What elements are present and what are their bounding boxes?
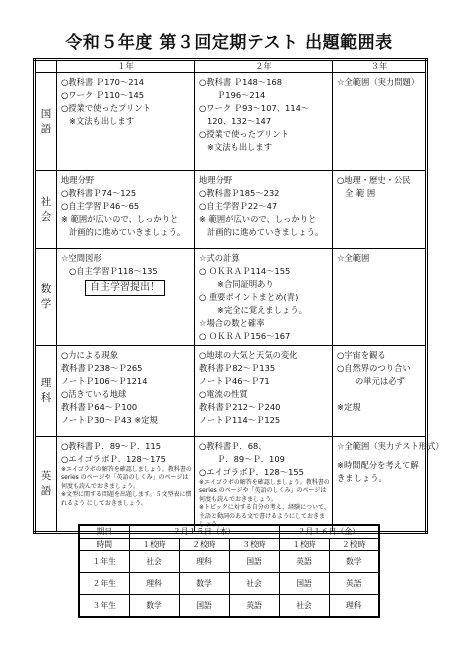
scope-line: ○ワーク Ｐ93～107、114～ (199, 103, 310, 113)
scope-line: Ｐ．89～Ｐ．109 (217, 454, 285, 464)
exam-day: ２月１６日（金） (279, 525, 379, 538)
period-header: １校時 (129, 538, 179, 551)
subject-label: 社 会 (35, 171, 57, 249)
scope-line: の単元は必ず (355, 376, 405, 386)
schedule-subject: 理科 (129, 573, 179, 595)
scope-line: ☆全範囲（実力テスト形式） (337, 441, 444, 451)
scope-cell (333, 437, 444, 533)
grade-header: ３年 (333, 60, 427, 73)
scope-line: ○教科書Ｐ．68、 (199, 441, 267, 451)
scope-cell (195, 171, 333, 249)
scope-cell (195, 346, 333, 437)
scope-line: 地理分野 (61, 175, 95, 185)
schedule-subject: 英語 (329, 573, 379, 595)
scope-line: ※完全に覚えましょう。 (217, 305, 307, 315)
scope-cell (333, 73, 427, 171)
scope-line: ○ ＯＫＲＡＰ156～167 (199, 331, 291, 341)
scope-line: ○エイゴラボＰ．128～175 (61, 454, 166, 464)
schedule-subject: 国語 (279, 573, 329, 595)
period-label: 期日 (79, 525, 129, 538)
subject-row-japanese (35, 73, 427, 171)
schedule-subject: 国語 (229, 551, 279, 573)
subject-label: 国 語 (35, 73, 57, 171)
schedule-period-row (79, 538, 379, 551)
scope-line: ○教科書 Ｐ170～214 (61, 77, 145, 87)
scope-cell (195, 73, 333, 171)
scope-line: ☆空間図形 (61, 253, 102, 263)
scope-line: ※ 範囲が広いので、しっかりと (61, 214, 179, 224)
scope-line: ○ワーク Ｐ110～145 (61, 90, 145, 100)
subject-row-math (35, 249, 427, 346)
scope-line: ○授業で使ったプリント (199, 129, 289, 139)
scope-line: ※合同証明あり (217, 279, 274, 289)
subject-row-english (35, 437, 427, 533)
scope-note: ※文型に関する問題を出題します。５文型表に慣れるよう にしておきましょう。 (61, 491, 192, 507)
scope-line: 教科書Ｐ212～Ｐ240 (199, 402, 281, 412)
scope-line: ○ 重要ポイントまとめ(青) (199, 292, 299, 302)
schedule-subject: 国語 (179, 595, 229, 618)
scope-cell (333, 249, 427, 346)
scope-line: ○授業で使ったプリント (61, 103, 151, 113)
scope-cell (333, 346, 427, 437)
subject-row-social (35, 171, 427, 249)
scope-line: ○ ＯＫＲＡＰ114～155 (199, 266, 291, 276)
subject-row-science (35, 346, 427, 437)
schedule-subject: 理科 (329, 595, 379, 618)
schedule-subject: 英語 (229, 595, 279, 618)
scope-line: ノートＰ106～Ｐ1214 (61, 376, 148, 386)
scope-line: ☆式の計算 (199, 253, 240, 263)
schedule-subject: 社会 (129, 551, 179, 573)
page-title: 令和５年度 第３回定期テスト 出題範囲表 (65, 33, 393, 53)
scope-cell (57, 249, 195, 346)
scope-line: ※時間配分を考えて解きましょう。 (337, 460, 419, 483)
scope-line: ※文法も出します (207, 142, 273, 152)
scope-line: ○電流の性質 (199, 389, 248, 399)
scope-line: 教科書Ｐ64～Ｐ100 (61, 402, 138, 412)
scope-line: ○自然界のつり合い (337, 363, 411, 373)
scope-line: ※ 範囲が広いので、しっかりと (199, 214, 317, 224)
scope-line: 計画的に進めていきましょう。 (69, 227, 186, 237)
scope-line: 全 範 囲 (345, 188, 376, 198)
period-header: ２校時 (329, 538, 379, 551)
scope-cell (333, 171, 427, 249)
schedule-date-row (79, 525, 379, 538)
scope-line: ☆全範囲（実力問題） (337, 77, 420, 87)
scope-line: ☆全範囲 (337, 253, 370, 263)
schedule-subject: 数学 (129, 595, 179, 618)
schedule-row (79, 573, 379, 595)
scope-line: 120、132～147 (207, 116, 272, 126)
scope-line: 教科書Ｐ82～Ｐ135 (199, 363, 276, 373)
scope-line: 地理分野 (199, 175, 233, 185)
schedule-row (79, 595, 379, 618)
scope-line: ノートＰ30～Ｐ43 ※定規 (61, 415, 158, 425)
exam-schedule-table (78, 524, 380, 618)
scope-line: ○自主学習Ｐ46～65 (61, 201, 140, 211)
period-header: １校時 (279, 538, 329, 551)
scope-cell (195, 437, 333, 533)
scope-line: ○教科書Ｐ185～232 (199, 188, 280, 198)
scope-line: ○自主学習Ｐ118～135 (69, 266, 158, 276)
subject-label: 英 語 (35, 437, 57, 533)
scope-line: ○教科書Ｐ．89～Ｐ．115 (61, 441, 162, 451)
exam-scope-table (33, 58, 444, 534)
scope-line: ○力による現象 (61, 350, 119, 360)
grade-label: ３年生 (79, 595, 129, 618)
scope-line: ノートＰ46～Ｐ71 (199, 376, 270, 386)
scope-line: ☆場合の数と確率 (199, 318, 265, 328)
grade-header-row (35, 60, 427, 73)
schedule-subject: 数学 (329, 551, 379, 573)
subject-label: 数 学 (35, 249, 57, 346)
grade-header: １年 (57, 60, 195, 73)
scope-line: ○エイゴラボＰ．128～155 (199, 467, 304, 477)
scope-line: 教科書Ｐ238～Ｐ265 (61, 363, 143, 373)
scope-cell (195, 249, 333, 346)
scope-cell (57, 73, 195, 171)
scope-cell (57, 437, 195, 533)
period-header: ３校時 (229, 538, 279, 551)
subject-label: 理 科 (35, 346, 57, 437)
grade-header: ２年 (195, 60, 333, 73)
scope-line: ※文法も出します (69, 116, 135, 126)
schedule-subject: 数学 (179, 573, 229, 595)
schedule-subject: 理科 (179, 551, 229, 573)
submit-note: 自主学習提出！ (85, 280, 165, 296)
scope-line: ○地理・歴史・公民 (337, 175, 411, 185)
scope-cell (57, 346, 195, 437)
scope-cell (57, 171, 195, 249)
period-header: ２校時 (179, 538, 229, 551)
scope-note: ※エイゴラボの解答を確認しましょう。教科書の series のページや「英語のしくみ」のページは何度も読んでおきましょう。 (199, 479, 330, 503)
scope-line: ○地球の大気と天気の変化 (199, 350, 298, 360)
grade-label: ２年生 (79, 573, 129, 595)
grade-label: １年生 (79, 551, 129, 573)
corner-cell (35, 60, 57, 73)
scope-line: ○活きている地球 (61, 389, 127, 399)
schedule-subject: 社会 (229, 573, 279, 595)
submit-note-box (61, 278, 192, 296)
scope-line: ○自主学習Ｐ22～47 (199, 201, 278, 211)
schedule-subject: 英語 (279, 551, 329, 573)
scope-line: ○教科書Ｐ74～125 (61, 188, 137, 198)
scope-line: ○宇宙を観る (337, 350, 386, 360)
scope-line: Ｐ196～214 (217, 90, 266, 100)
scope-line: 計画的に進めていきましょう。 (207, 227, 324, 237)
exam-day: ２月１５日（木） (129, 525, 279, 538)
schedule-row (79, 551, 379, 573)
scope-note: ※エイゴラボの解答を確認しましょう。教科書の series のページや「英語のしくみ」のページは何度も読んでおきましょう。 (61, 466, 192, 490)
scope-line: ノートＰ114～Ｐ125 (199, 415, 281, 425)
scope-note: ※トピックに対する自分の考え、経験について、主語と動詞のある文で書けるようにしておきましょう。 (199, 504, 330, 529)
schedule-subject: 社会 (279, 595, 329, 618)
scope-line: ○教科書 Ｐ148～168 (199, 77, 283, 87)
scope-line: ※定規 (337, 402, 361, 412)
time-label: 時間 (79, 538, 129, 551)
